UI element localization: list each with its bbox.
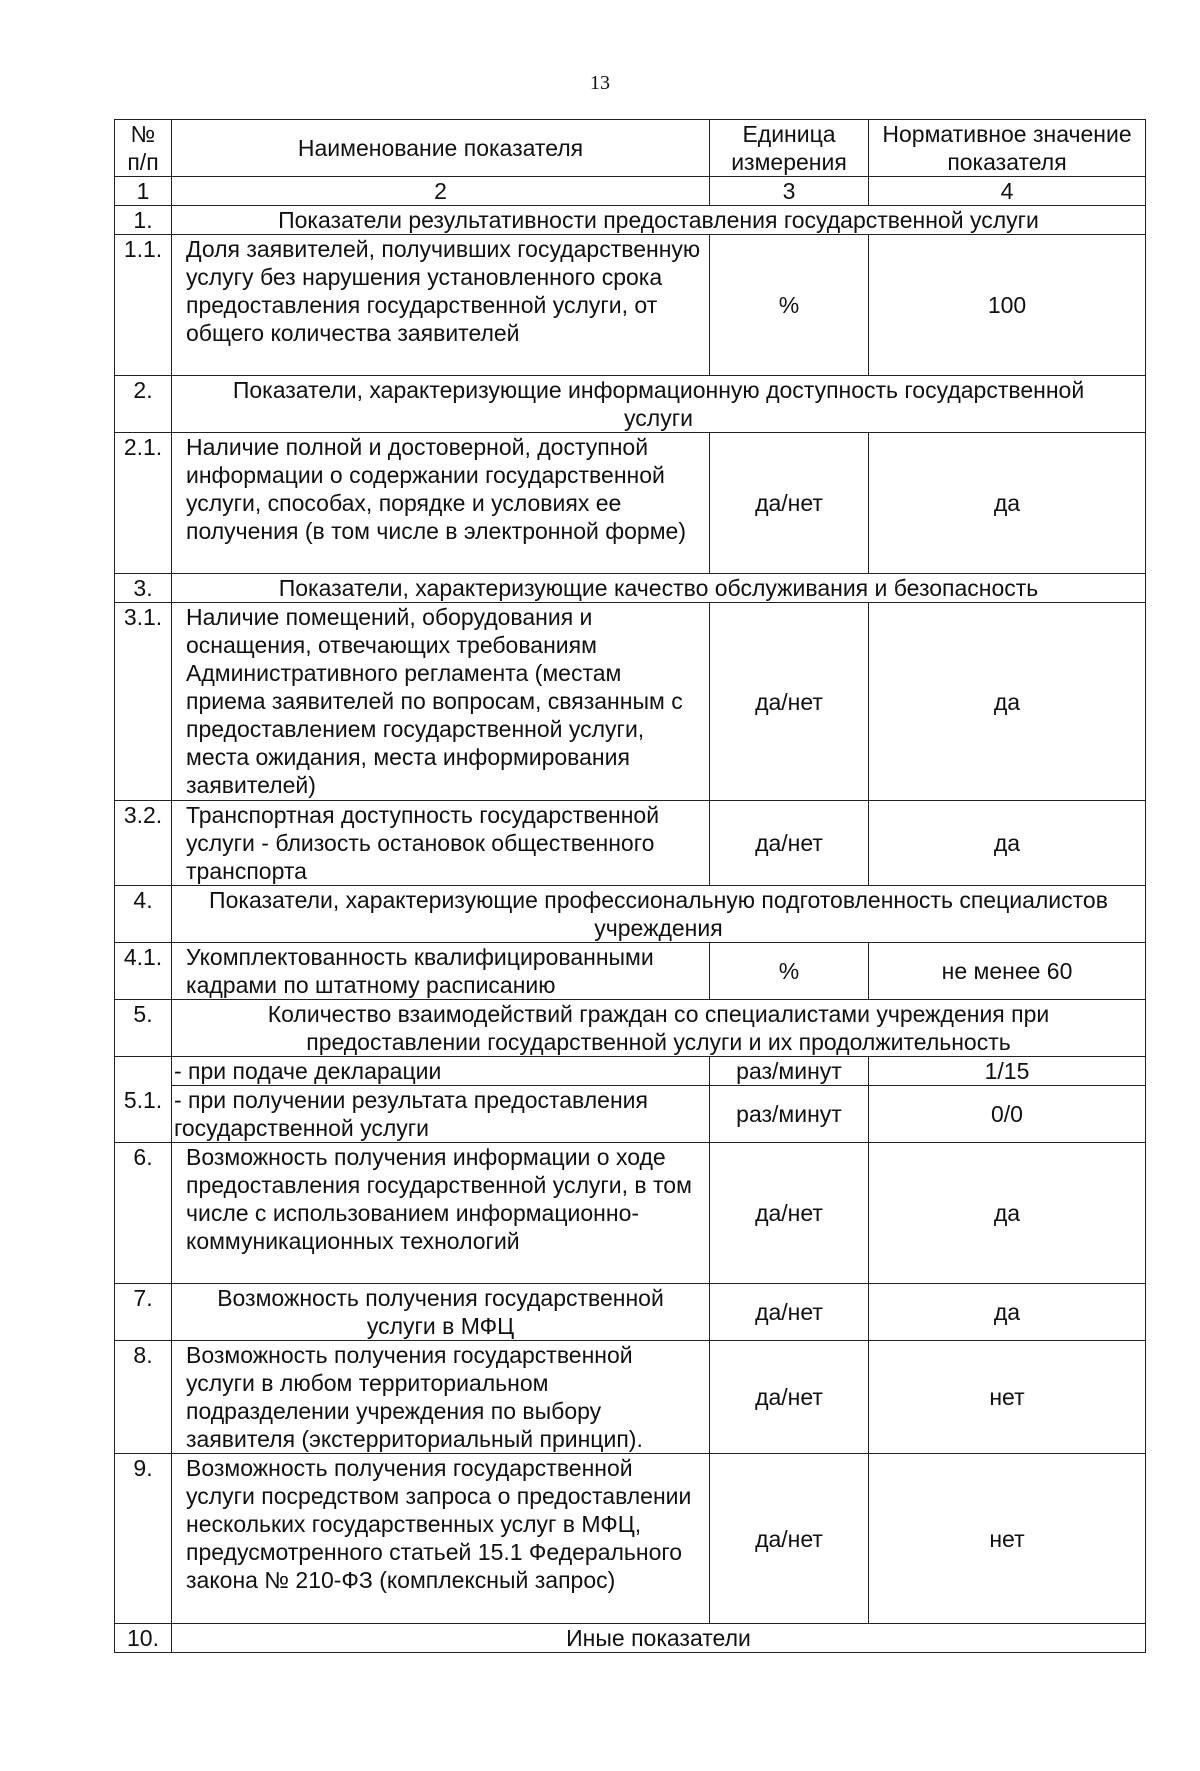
row-number: 5.1. bbox=[115, 1057, 172, 1143]
section-row bbox=[115, 206, 1146, 235]
indicator-value: нет bbox=[869, 1341, 1146, 1454]
row-number: 3.2. bbox=[115, 801, 172, 886]
column-number: 2 bbox=[172, 177, 710, 206]
indicator-name: Наличие полной и достоверной, доступной информации о содержании государственной услуги, способах, порядке и условиях ее получения (в том числе в электронной форме) bbox=[172, 433, 710, 574]
row-number: 5. bbox=[115, 1000, 172, 1057]
table-row bbox=[115, 1454, 1146, 1624]
table-row bbox=[115, 603, 1146, 801]
table-row bbox=[115, 943, 1146, 1000]
indicator-value: нет bbox=[869, 1454, 1146, 1624]
row-number: 8. bbox=[115, 1341, 172, 1454]
row-number: 2.1. bbox=[115, 433, 172, 574]
section-row bbox=[115, 1000, 1146, 1057]
row-number: 3. bbox=[115, 574, 172, 603]
indicator-unit: да/нет bbox=[710, 801, 869, 886]
section-title: Показатели, характеризующие качество обслуживания и безопасность bbox=[172, 574, 1146, 603]
indicator-unit: раз/минут bbox=[710, 1057, 869, 1086]
header-unit: Единица измерения bbox=[710, 120, 869, 177]
indicator-unit: да/нет bbox=[710, 1341, 869, 1454]
indicator-name: Возможность получения информации о ходе предоставления государственной услуги, в том числе с использованием информационно-коммуникационных технологий bbox=[172, 1143, 710, 1284]
table-row bbox=[115, 433, 1146, 574]
row-number: 4.1. bbox=[115, 943, 172, 1000]
column-number: 3 bbox=[710, 177, 869, 206]
row-number: 3.1. bbox=[115, 603, 172, 801]
section-title: Иные показатели bbox=[172, 1624, 1146, 1653]
indicator-unit: раз/минут bbox=[710, 1086, 869, 1143]
table-row bbox=[115, 1284, 1146, 1341]
indicator-unit: да/нет bbox=[710, 1143, 869, 1284]
indicator-name: Транспортная доступность государственной услуги - близость остановок общественного транспорта bbox=[172, 801, 710, 886]
indicator-name: Возможность получения государственной услуги посредством запроса о предоставлении нескольких государственных услуг в МФЦ, предусмотренного статьей 15.1 Федерального закона № 210-ФЗ (комплексный запрос) bbox=[172, 1454, 710, 1624]
indicator-value: 1/15 bbox=[869, 1057, 1146, 1086]
section-title: Показатели, характеризующие профессиональную подготовленность специалистов учреждения bbox=[172, 886, 1146, 943]
table-row bbox=[115, 1086, 1146, 1143]
section-row bbox=[115, 1624, 1146, 1653]
row-number: 1.1. bbox=[115, 235, 172, 376]
table-row bbox=[115, 1341, 1146, 1454]
indicator-name: Доля заявителей, получивших государственную услугу без нарушения установленного срока предоставления государственной услуги, от общего количества заявителей bbox=[172, 235, 710, 376]
indicator-unit: % bbox=[710, 235, 869, 376]
table-row bbox=[115, 235, 1146, 376]
row-number: 10. bbox=[115, 1624, 172, 1653]
indicator-value: 100 bbox=[869, 235, 1146, 376]
column-numbers-row bbox=[115, 177, 1146, 206]
indicator-unit: да/нет bbox=[710, 433, 869, 574]
indicator-value: не менее 60 bbox=[869, 943, 1146, 1000]
indicator-unit: % bbox=[710, 943, 869, 1000]
indicator-name: - при подаче декларации bbox=[172, 1057, 710, 1086]
column-number: 1 bbox=[115, 177, 172, 206]
table-row bbox=[115, 801, 1146, 886]
row-number: 4. bbox=[115, 886, 172, 943]
column-number: 4 bbox=[869, 177, 1146, 206]
section-row bbox=[115, 574, 1146, 603]
indicator-value: да bbox=[869, 433, 1146, 574]
section-row bbox=[115, 886, 1146, 943]
indicator-value: 0/0 bbox=[869, 1086, 1146, 1143]
indicator-name: Укомплектованность квалифицированными кадрами по штатному расписанию bbox=[172, 943, 710, 1000]
row-number: 1. bbox=[115, 206, 172, 235]
row-number: 2. bbox=[115, 376, 172, 433]
header-value: Нормативное значение показателя bbox=[869, 120, 1146, 177]
row-number: 9. bbox=[115, 1454, 172, 1624]
header-num: № п/п bbox=[115, 120, 172, 177]
indicator-unit: да/нет bbox=[710, 603, 869, 801]
indicator-name: Возможность получения государственной услуги в любом территориальном подразделении учреждения по выбору заявителя (экстерриториальный принцип). bbox=[172, 1341, 710, 1454]
table-row bbox=[115, 1057, 1146, 1086]
indicator-value: да bbox=[869, 1143, 1146, 1284]
section-title: Показатели, характеризующие информационную доступность государственной услуги bbox=[172, 376, 1146, 433]
indicator-unit: да/нет bbox=[710, 1284, 869, 1341]
indicator-name: Возможность получения государственной услуги в МФЦ bbox=[172, 1284, 710, 1341]
section-title: Показатели результативности предоставления государственной услуги bbox=[172, 206, 1146, 235]
section-row bbox=[115, 376, 1146, 433]
row-number: 7. bbox=[115, 1284, 172, 1341]
table-row bbox=[115, 1143, 1146, 1284]
indicator-name: - при получении результата предоставления государственной услуги bbox=[172, 1086, 710, 1143]
indicator-value: да bbox=[869, 1284, 1146, 1341]
indicators-table bbox=[114, 119, 1146, 1653]
page-number: 13 bbox=[590, 72, 610, 94]
section-title: Количество взаимодействий граждан со специалистами учреждения при предоставлении государственной услуги и их продолжительность bbox=[172, 1000, 1146, 1057]
indicator-value: да bbox=[869, 801, 1146, 886]
indicator-unit: да/нет bbox=[710, 1454, 869, 1624]
table-header-row bbox=[115, 120, 1146, 177]
header-name: Наименование показателя bbox=[172, 120, 710, 177]
indicator-value: да bbox=[869, 603, 1146, 801]
indicator-name: Наличие помещений, оборудования и оснащения, отвечающих требованиям Административного регламента (местам приема заявителей по вопросам, связанным с предоставлением государственной услуги, места ожидания, места информирования заявителей) bbox=[172, 603, 710, 801]
row-number: 6. bbox=[115, 1143, 172, 1284]
